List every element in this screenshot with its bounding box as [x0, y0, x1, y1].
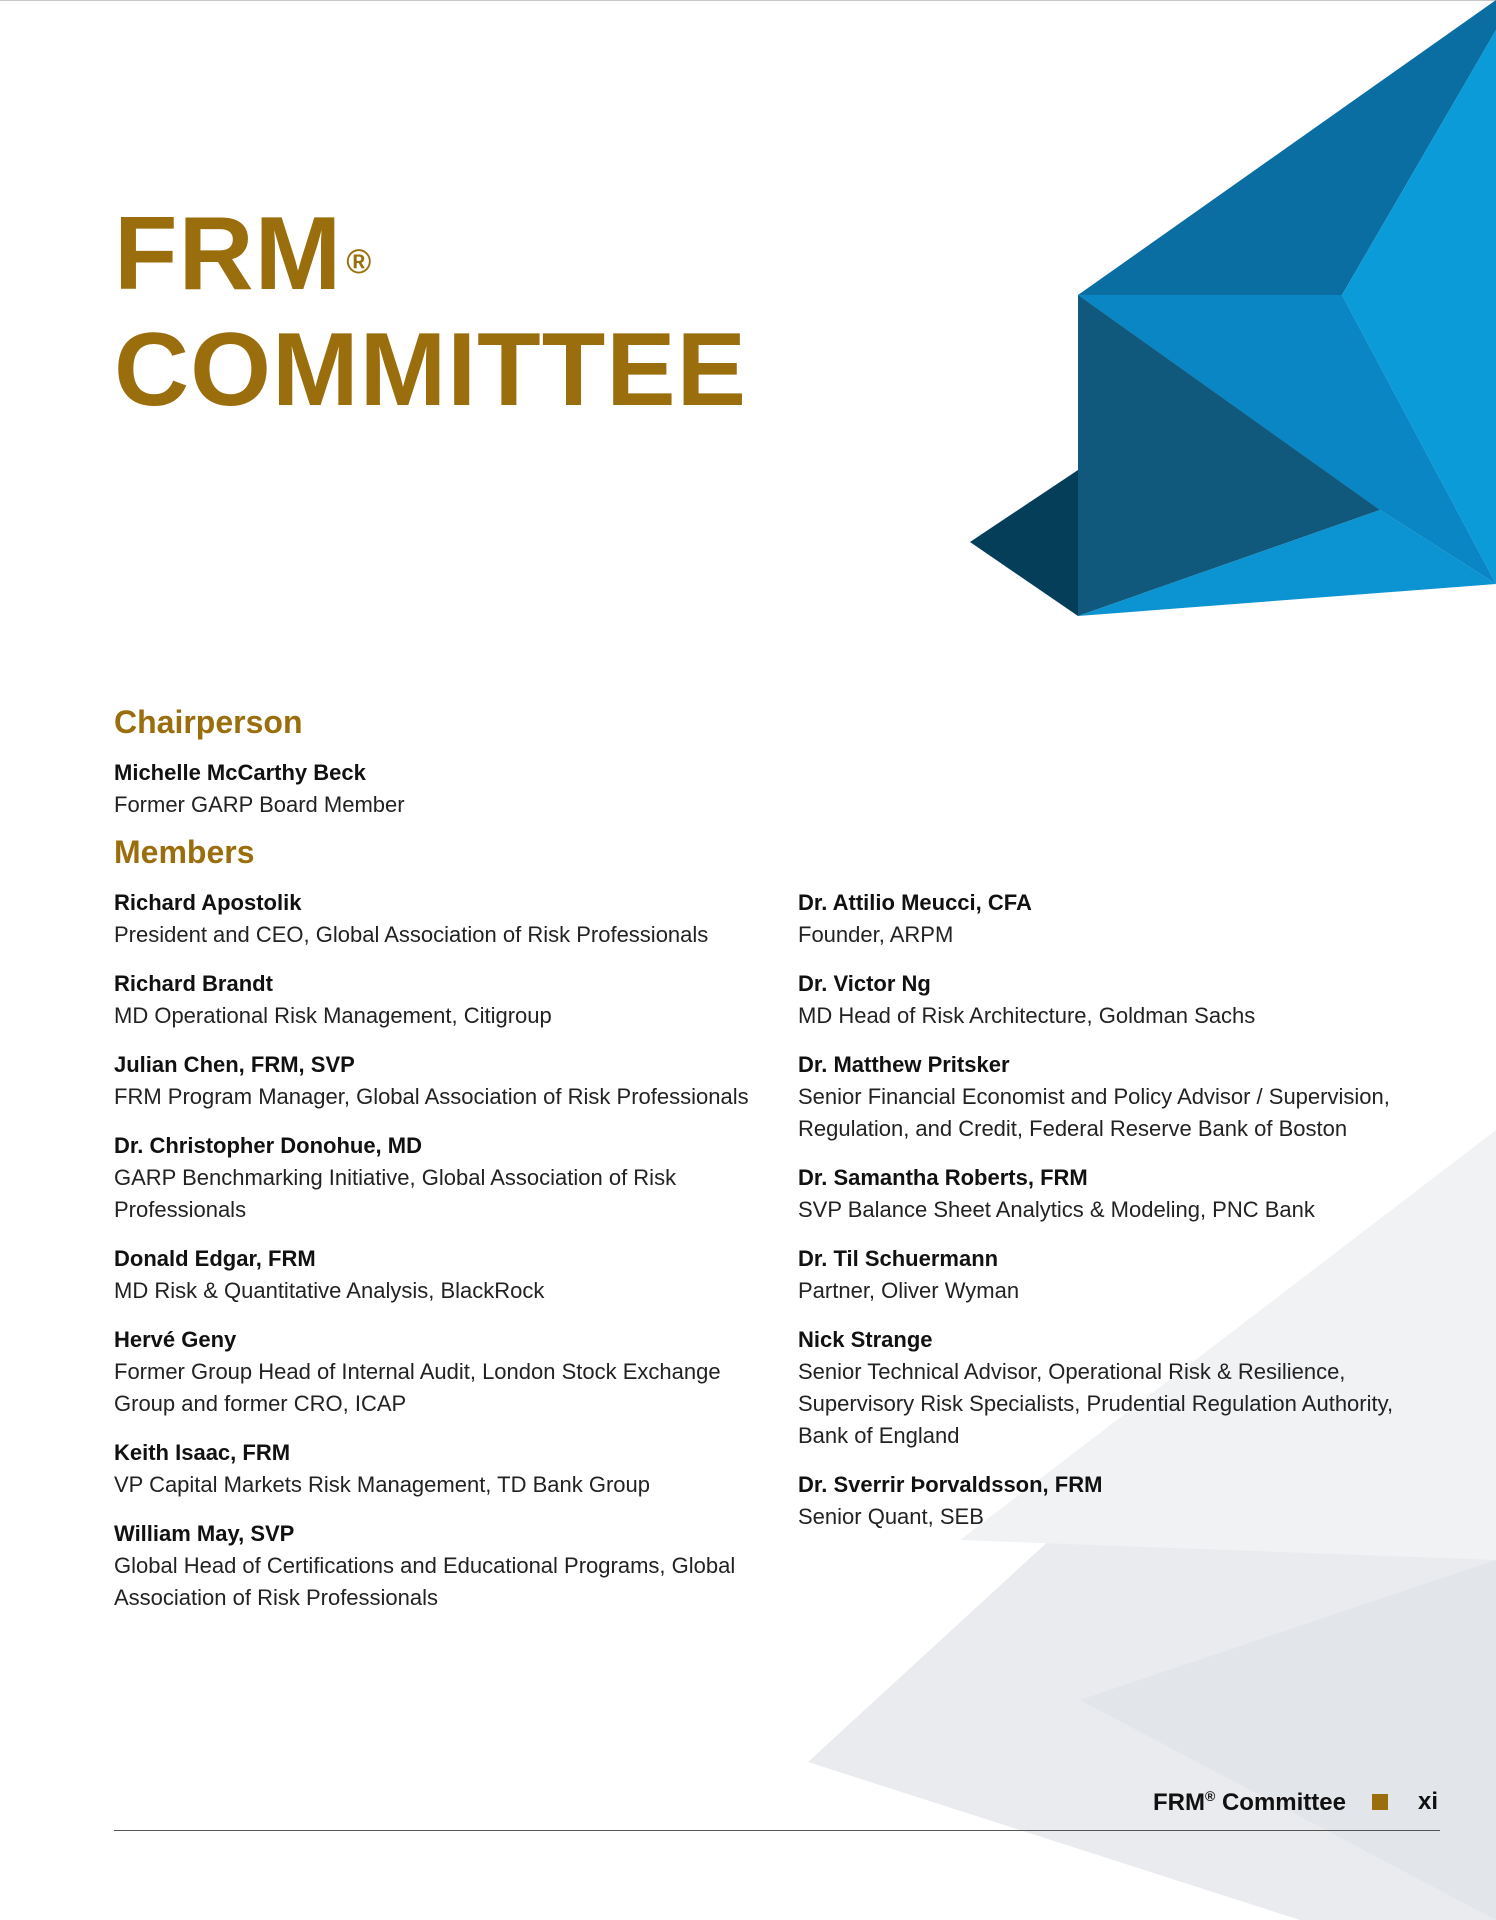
- member-role: Senior Technical Advisor, Operational Risk & Resilience,: [798, 1359, 1346, 1384]
- member-entry: [114, 887, 774, 951]
- member-entry: [114, 1437, 774, 1501]
- member-name: Keith Isaac, FRM: [114, 1440, 291, 1465]
- member-role: President and CEO, Global Association of Risk Professionals: [114, 922, 709, 947]
- member-name: Dr. Christopher Donohue, MD: [114, 1133, 422, 1158]
- member-entry: [798, 1469, 1458, 1533]
- footer-square-icon: [1372, 1794, 1388, 1810]
- member-role: Bank of England: [798, 1423, 960, 1448]
- member-role: Regulation, and Credit, Federal Reserve Bank of Boston: [798, 1116, 1348, 1141]
- member-entry: [798, 887, 1458, 951]
- member-role: Senior Quant, SEB: [798, 1504, 984, 1529]
- footer-rule: [114, 1830, 1440, 1831]
- member-role: MD Head of Risk Architecture, Goldman Sachs: [798, 1003, 1256, 1028]
- member-role: Global Head of Certifications and Educational Programs, Global: [114, 1553, 736, 1578]
- members-heading: Members: [114, 834, 255, 870]
- title-line-2: COMMITTEE: [114, 312, 747, 428]
- title-line-1: FRM: [114, 196, 343, 312]
- member-name: Richard Apostolik: [114, 890, 302, 915]
- member-name: Dr. Attilio Meucci, CFA: [798, 890, 1032, 915]
- chairperson-role: Former GARP Board Member: [114, 792, 405, 817]
- member-role: MD Risk & Quantitative Analysis, BlackRock: [114, 1278, 545, 1303]
- member-entry: [114, 1243, 774, 1307]
- member-role: Senior Financial Economist and Policy Advisor / Supervision,: [798, 1084, 1390, 1109]
- member-entry: [798, 1049, 1458, 1145]
- member-entry: [114, 968, 774, 1032]
- member-role: GARP Benchmarking Initiative, Global Association of Risk: [114, 1165, 677, 1190]
- footer-registered-mark: ®: [1204, 1787, 1216, 1804]
- member-name: Donald Edgar, FRM: [114, 1246, 316, 1271]
- member-role: SVP Balance Sheet Analytics & Modeling, PNC Bank: [798, 1197, 1315, 1222]
- member-name: Dr. Victor Ng: [798, 971, 931, 996]
- footer-label-rest: Committee: [1215, 1788, 1346, 1816]
- member-entry: [114, 1130, 774, 1226]
- member-entry: [114, 1518, 774, 1614]
- member-entry: [798, 968, 1458, 1032]
- member-name: Richard Brandt: [114, 971, 273, 996]
- page-footer: [1153, 1782, 1438, 1822]
- member-role: Group and former CRO, ICAP: [114, 1391, 407, 1416]
- member-role: Professionals: [114, 1197, 247, 1222]
- member-role: Partner, Oliver Wyman: [798, 1278, 1020, 1303]
- member-name: Dr. Sverrir Þorvaldsson, FRM: [798, 1472, 1103, 1497]
- member-name: Dr. Matthew Pritsker: [798, 1052, 1010, 1077]
- footer-label-frm: FRM: [1152, 1788, 1205, 1816]
- page-number: xi: [1417, 1788, 1438, 1815]
- member-role: MD Operational Risk Management, Citigroup: [114, 1003, 552, 1028]
- member-name: Julian Chen, FRM, SVP: [114, 1052, 355, 1077]
- member-role: FRM Program Manager, Global Association of Risk Professionals: [114, 1084, 749, 1109]
- member-entry: [114, 1324, 774, 1420]
- member-name: William May, SVP: [114, 1521, 295, 1546]
- member-role: Association of Risk Professionals: [114, 1585, 439, 1610]
- member-name: Dr. Til Schuermann: [798, 1246, 999, 1271]
- member-entry: [798, 1162, 1458, 1226]
- chairperson-heading: Chairperson: [114, 704, 303, 740]
- member-name: Nick Strange: [798, 1327, 933, 1352]
- member-role: VP Capital Markets Risk Management, TD Bank Group: [114, 1472, 650, 1497]
- member-role: Former Group Head of Internal Audit, London Stock Exchange: [114, 1359, 721, 1384]
- member-name: Dr. Samantha Roberts, FRM: [798, 1165, 1088, 1190]
- member-entry: [114, 1049, 774, 1113]
- blue-shape-deep: [970, 470, 1078, 616]
- title-registered-mark: ®: [346, 243, 373, 281]
- page-title: [114, 196, 747, 428]
- member-name: Hervé Geny: [114, 1327, 237, 1352]
- member-entry: [798, 1243, 1458, 1307]
- member-role: Supervisory Risk Specialists, Prudential Regulation Authority,: [798, 1391, 1394, 1416]
- chairperson-name: Michelle McCarthy Beck: [114, 760, 366, 785]
- member-role: Founder, ARPM: [798, 922, 954, 947]
- footer-label: [1153, 1788, 1346, 1817]
- member-entry: [798, 1324, 1458, 1452]
- chairperson-entry: [114, 757, 774, 821]
